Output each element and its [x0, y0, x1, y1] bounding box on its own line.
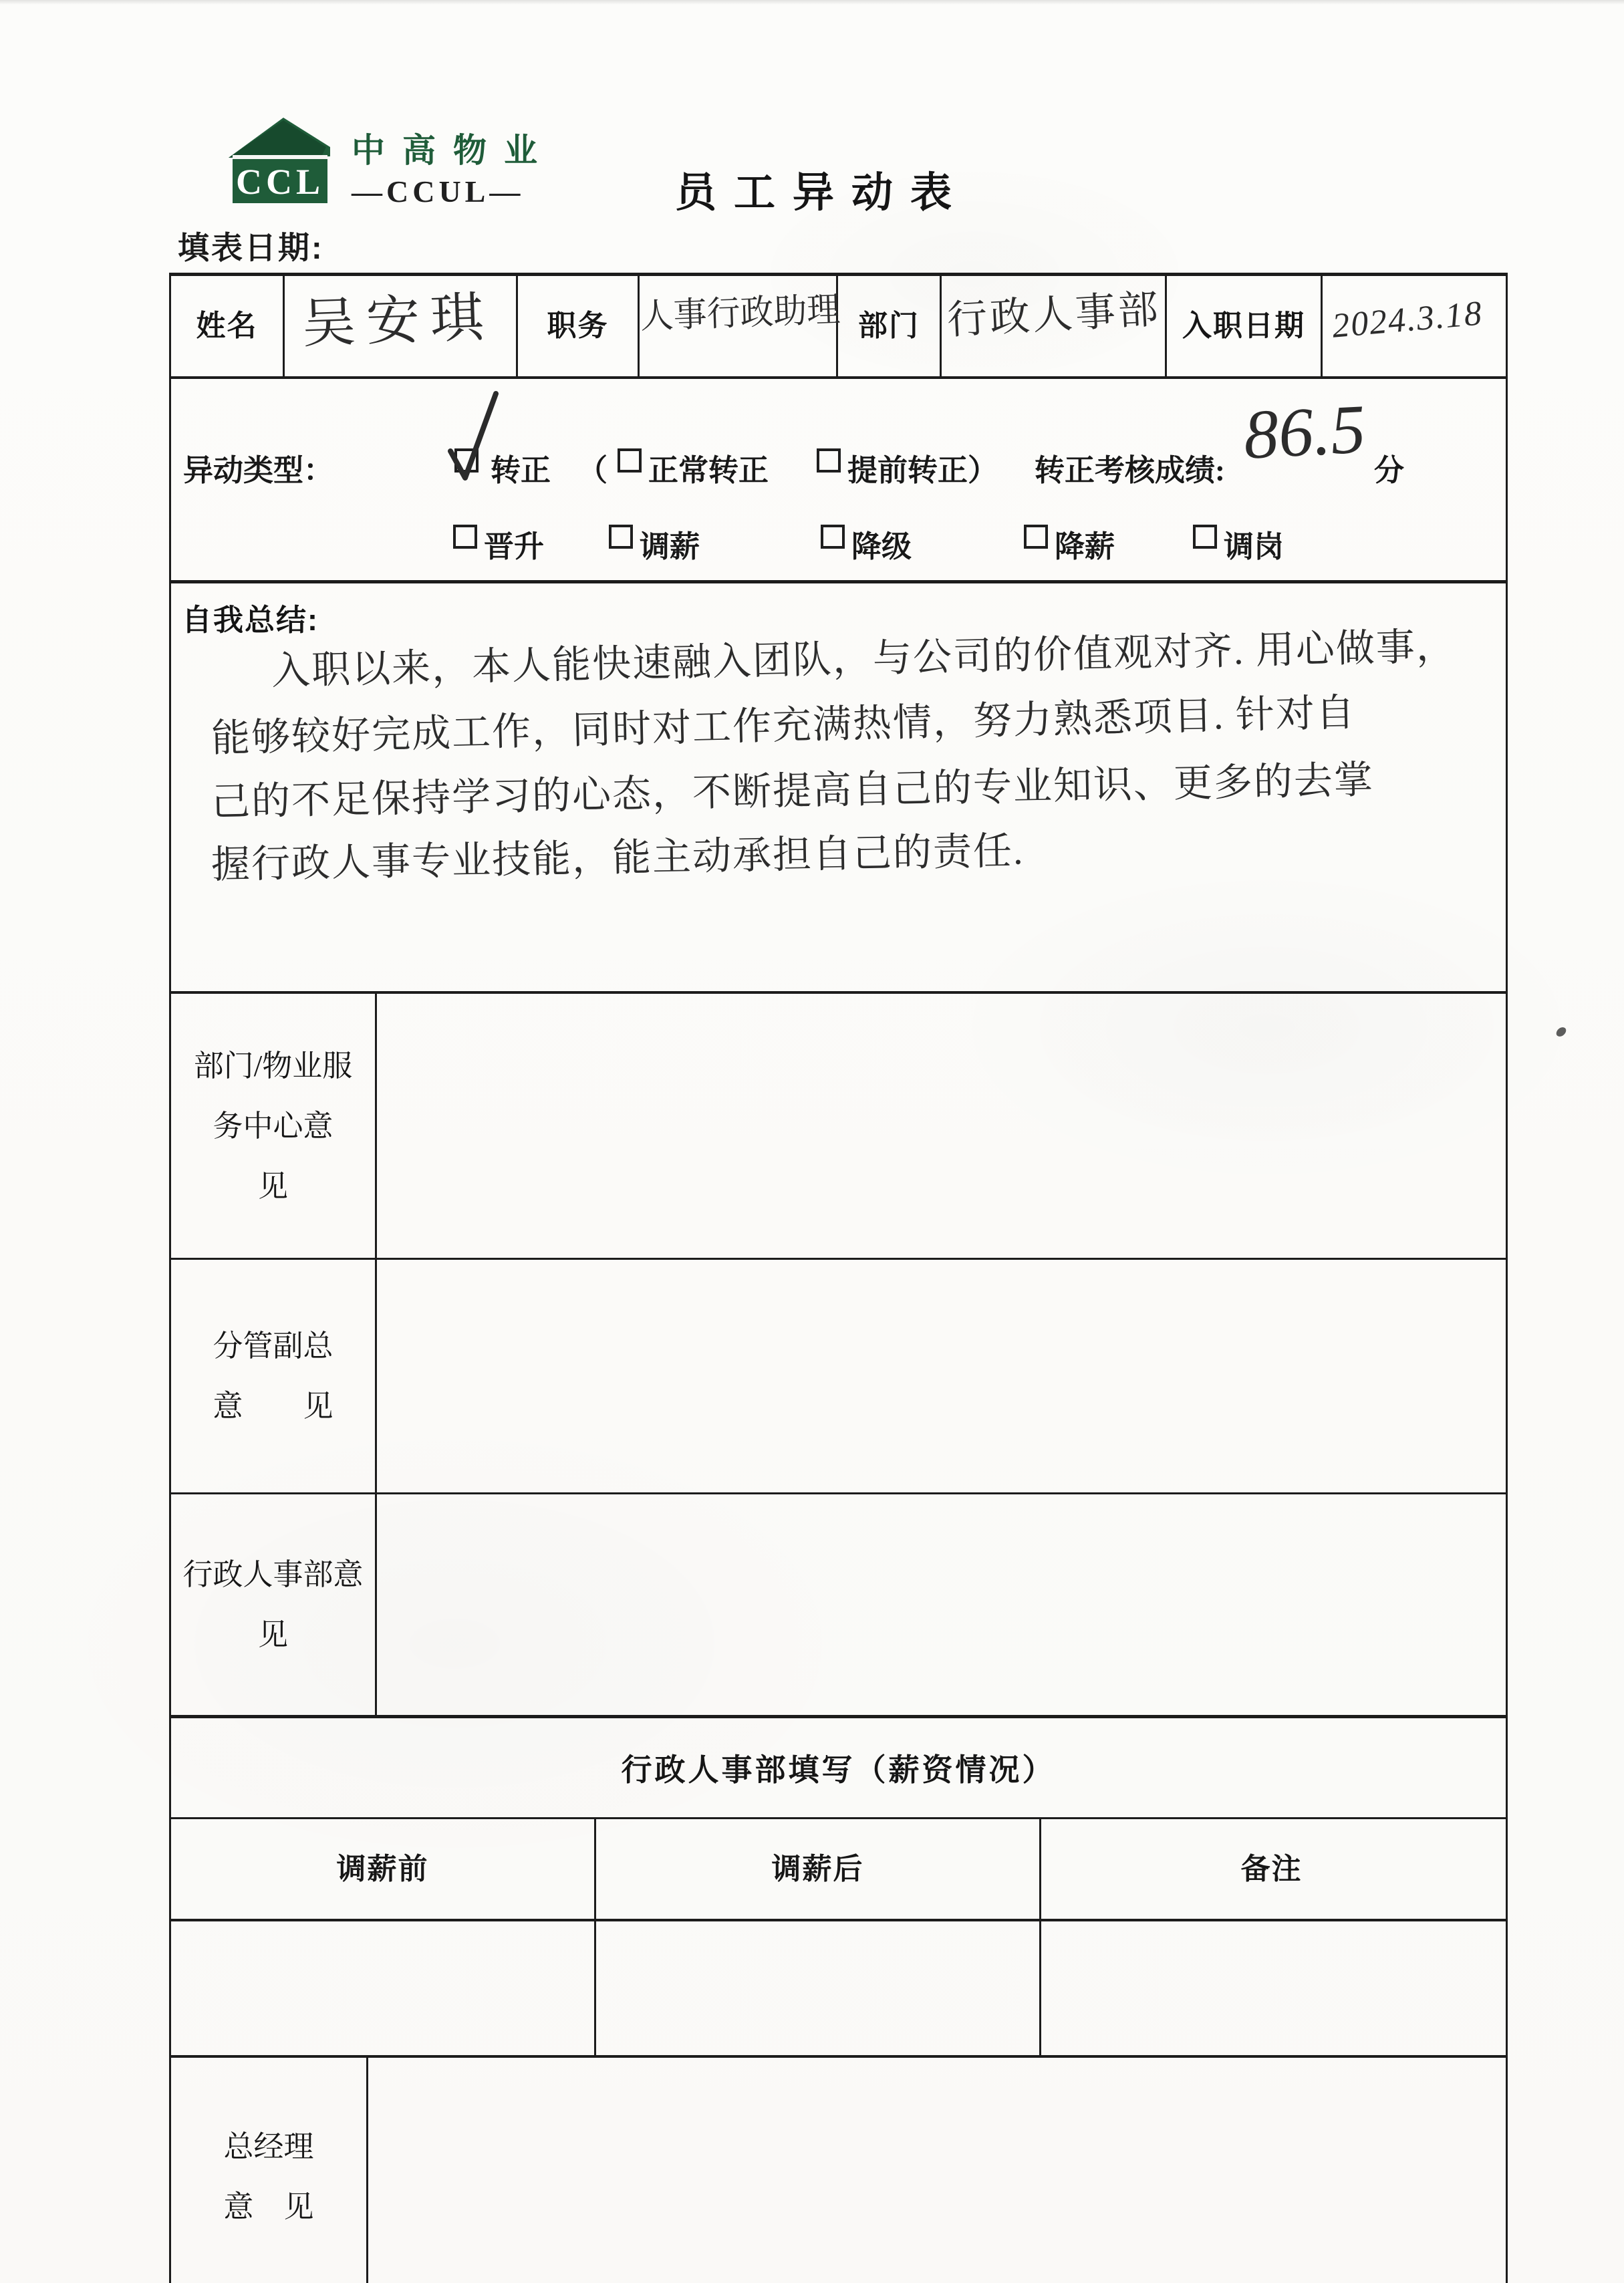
company-logo: [226, 115, 555, 209]
dept-opinion-value-cell: [377, 994, 1502, 1258]
salary-section-title-row: [171, 1718, 1506, 1819]
checkbox-tiaogang[interactable]: [1193, 525, 1217, 549]
company-abbr: —CCUL—: [352, 174, 525, 209]
dept-label-cell: [838, 276, 942, 376]
checkbox-early-zhuanzheng[interactable]: [817, 448, 841, 473]
checkbox-jiangji[interactable]: [821, 525, 845, 549]
deputy-gm-opinion-value-cell: [377, 1260, 1502, 1492]
hr-opinion-label: 行政人事部意 见: [182, 1558, 364, 1651]
salary-note-value-cell: [1041, 1921, 1502, 2055]
dept-label: 部门: [858, 309, 920, 343]
option-tiaogang: 调岗: [1224, 530, 1284, 563]
change-type-row: [171, 379, 1506, 583]
name-value-cell: [285, 276, 518, 376]
checkbox-normal-zhuanzheng[interactable]: [618, 448, 642, 473]
option-tiaoxin: 调薪: [640, 530, 700, 563]
summary-line-4: 握行政人事专业技能，能主动承担自己的责任.: [211, 829, 1025, 887]
checkbox-tiaoxin[interactable]: [609, 525, 633, 549]
option-jinsheng: 晋升: [484, 530, 545, 563]
handwritten-position: 人事行政助理: [639, 291, 841, 336]
dept-opinion-row: [171, 994, 1506, 1260]
hire-date-label-cell: [1167, 276, 1323, 376]
self-summary-row: [171, 583, 1506, 994]
name-label-cell: [171, 276, 285, 376]
option-jiangji: 降级: [851, 530, 912, 563]
handwritten-name: 吴安琪: [301, 289, 496, 354]
logo-letters: CCL: [235, 162, 325, 202]
form-title: 员工异动表: [675, 170, 970, 216]
gm-opinion-label: 总经理 意 见: [223, 2130, 314, 2224]
salary-before-header-cell: [171, 1819, 596, 1919]
salary-note-header-cell: [1041, 1819, 1502, 1919]
score-unit: 分: [1374, 454, 1405, 487]
position-label-cell: [518, 276, 640, 376]
paren-close: ）: [968, 454, 998, 487]
option-jiangxin: 降薪: [1055, 530, 1115, 563]
summary-line-2: 能够较好完成工作，同时对工作充满热情，努力熟悉项目. 针对自: [211, 690, 1357, 761]
salary-after-value-cell: [596, 1921, 1041, 2055]
dept-opinion-label-cell: [171, 994, 377, 1258]
option-zhuanzheng: 转正: [491, 454, 551, 487]
ink-speck: [1554, 1025, 1567, 1039]
salary-section-title: 行政人事部填写（薪资情况）: [621, 1753, 1056, 1787]
gm-opinion-value-cell: [368, 2058, 1502, 2283]
salary-header-row: [171, 1819, 1506, 1921]
salary-before-value-cell: [171, 1921, 596, 2055]
option-normal-zhuanzheng: 正常转正: [648, 454, 769, 487]
checkbox-jinsheng[interactable]: [453, 525, 477, 549]
position-value-cell: [639, 276, 841, 376]
salary-after-header-cell: [596, 1819, 1041, 1919]
hire-date-value-cell: [1323, 276, 1502, 376]
summary-line-1: 入职以来，本人能快速融入团队，与公司的价值观对齐. 用心做事，: [271, 624, 1457, 693]
logo-texts: [352, 115, 555, 207]
summary-line-3: 己的不足保持学习的心态，不断提高自己的专业知识、更多的去掌: [211, 758, 1375, 824]
hr-opinion-label-cell: [171, 1494, 377, 1715]
company-name: 中高物业: [352, 132, 555, 169]
change-type-label: 异动类型：: [183, 454, 334, 487]
checkbox-jiangxin[interactable]: [1024, 525, 1048, 549]
salary-note-header: 备注: [1240, 1852, 1303, 1885]
dept-value-cell: [942, 276, 1167, 376]
salary-values-row: [171, 1921, 1506, 2058]
deputy-gm-opinion-label-cell: [171, 1260, 377, 1492]
handwritten-score: 86.5: [1242, 390, 1367, 474]
paren-open: （: [577, 454, 608, 487]
hr-opinion-value-cell: [377, 1494, 1502, 1715]
fill-date-label: 填表日期:: [178, 230, 324, 265]
deputy-gm-opinion-label: 分管副总 意 见: [213, 1329, 333, 1423]
hr-opinion-row: [171, 1494, 1506, 1718]
info-row: [171, 276, 1506, 379]
gm-opinion-row: [171, 2058, 1506, 2283]
option-early-zhuanzheng: 提前转正: [847, 454, 968, 487]
position-label: 职务: [547, 309, 609, 343]
handwritten-department: 行政人事部: [946, 287, 1162, 343]
scan-edge-shadow: [0, 0, 1624, 5]
salary-after-header: 调薪后: [771, 1852, 864, 1885]
house-logo-icon: [226, 115, 333, 209]
deputy-gm-opinion-row: [171, 1260, 1506, 1494]
hire-date-label: 入职日期: [1182, 309, 1305, 343]
salary-before-header: 调薪前: [336, 1852, 429, 1885]
self-summary-label: 自我总结:: [182, 603, 319, 637]
handwritten-hire-date: 2024.3.18: [1330, 294, 1485, 346]
gm-opinion-label-cell: [171, 2058, 368, 2283]
dept-opinion-label: 部门/物业服 务中心意 见: [193, 1049, 353, 1203]
score-label: 转正考核成绩:: [1035, 454, 1225, 487]
name-label: 姓名: [196, 309, 258, 343]
employee-change-form-table: [169, 273, 1508, 2283]
